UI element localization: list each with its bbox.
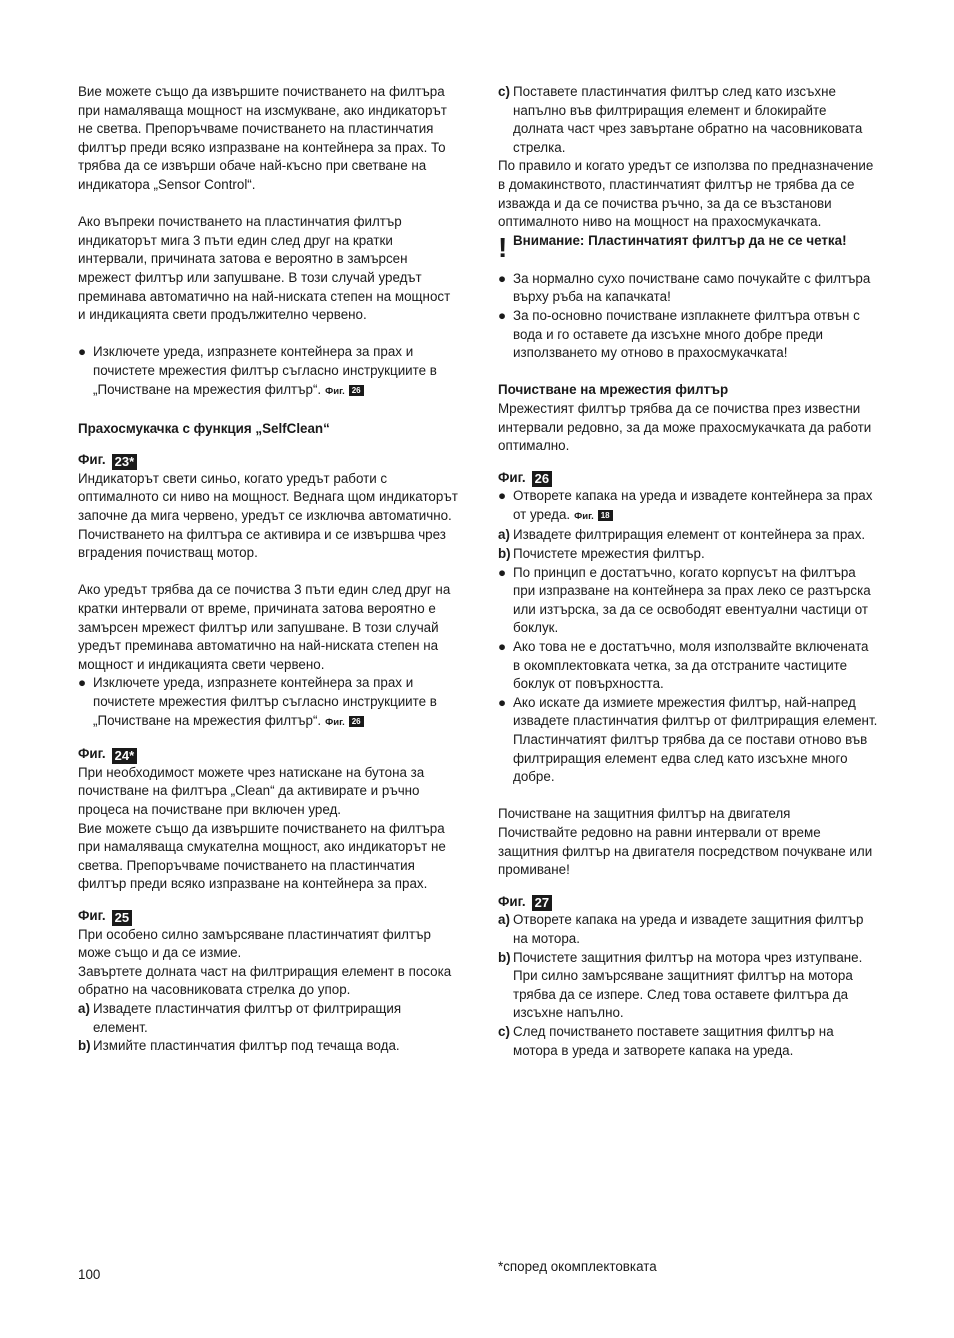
bullet-icon: ● <box>498 307 507 323</box>
step-letter: b) <box>78 1038 91 1054</box>
figure-label: Фиг. 23* <box>78 451 458 470</box>
paragraph: При особено силно замърсяване пластинчатият филтър може също и да се измие. <box>78 926 431 961</box>
figure-number: 24* <box>112 748 138 764</box>
right-column <box>498 83 878 1060</box>
bullet-item: ● Изключете уреда, изпразнете контейнера за прах и почистете мрежестия филтър съгласно инструкциите в „Почистване на мрежестия филтър“. Фиг. 26 <box>78 674 458 732</box>
step-item: b) Измийте пластинчатия филтър под течаща вода. <box>78 1037 458 1056</box>
paragraph: Завъртете долната част на филтриращия елемент в посока обратно на часовниковата стрелка до упор. <box>78 963 452 998</box>
bullet-icon: ● <box>78 344 87 360</box>
paragraph: Почиствайте редовно на равни интервали от време защитния филтър на двигателя посредством почукване или промиване! <box>498 824 873 878</box>
paragraph: При необходимост можете чрез натискане на бутона за почистване на филтъра „Clean“ да активирате и ръчно процеса на почистване при включен уред. <box>78 764 425 817</box>
page-number: 100 <box>78 1267 101 1282</box>
bullet-icon: ● <box>498 639 507 655</box>
bullet-icon: ● <box>498 564 507 580</box>
figure-label: Фиг. 24* <box>78 745 458 764</box>
step-letter: a) <box>498 912 510 928</box>
fig-ref-number: 26 <box>349 716 364 727</box>
step-item: a) Извадете пластинчатия филтър от филтриращия елемент. <box>78 1000 458 1037</box>
paragraph: Индикаторът свети синьо, когато уредът работи с оптималното си ниво на мощност. Веднага щом индикаторът започне да мига червено, уредът се изключва автоматично. <box>78 470 458 524</box>
left-column <box>78 83 458 1056</box>
bullet-item: ● Ако това не е достатъчно, моля използвайте включената в окомплектовката четка, за да отстраните частиците боклук от повърхността. <box>498 638 878 694</box>
fig-ref-label: Фиг. <box>325 716 345 728</box>
paragraph: Мрежестият филтър трябва да се почиства през известни интервали редовно, за да може прахосмукачката да работи оптимално. <box>498 400 872 454</box>
figure-number: 25 <box>112 910 132 926</box>
paragraph: Вие можете също да извършите почистването на филтъра при намаляваща смукателна мощност, ако индикаторът не светва. Препоръчваме почистването на пластинчатия филтър преди всяко изпразване на контейнера за прах. <box>78 820 446 892</box>
figure-label: Фиг. 27 <box>498 893 878 912</box>
bullet-item: ● За по-основно почистване изплакнете филтъра отвън с вода и го оставете да изсъхне много добре преди използването му отново в прахосмукачката! <box>498 307 878 363</box>
step-letter: c) <box>498 84 510 99</box>
paragraph: Почистването на филтъра се активира и се извършва чрез вградения почистващ мотор. <box>78 526 446 561</box>
fig-ref-number: 18 <box>598 510 613 521</box>
paragraph: Вие можете също да извършите почистването на филтъра при намаляваща мощност на изсмукване, ако индикаторът не светва. Препоръчваме почистването на пластинчатия филтър преди всяко изпразване на контейнера за прах. То трябва да се извърши обаче най-късно при светване на индикатора „Sensor Control“. <box>78 84 447 192</box>
warning-note: ! Внимание: Пластинчатият филтър да не се четка! <box>498 231 847 263</box>
warning-icon: ! <box>498 231 508 263</box>
bullet-icon: ● <box>498 488 507 504</box>
paragraph: Ако уредът трябва да се почиства 3 пъти един след друг на кратки интервали от време, причината затова вероятно е замърсен мрежест филтър или запушване. В този случай уредът преминава автоматично на най-ниската степен на мощност и индикацията свети червено. <box>78 582 451 672</box>
figure-label: Фиг. 25 <box>78 907 458 926</box>
figure-number: 26 <box>532 471 552 487</box>
bullet-item: ● За нормално сухо почистване само почукайте с филтъра върху ръба на капачката! <box>498 270 878 307</box>
step-letter: b) <box>498 949 511 965</box>
paragraph: По правило и когато уредът се използва по предназначение в домакинството, пластинчатият филтър не трябва да се изважда и да се почиства ръчно, за да се възстанови оптималното ниво на мощност на прахосмукачката. <box>498 158 874 230</box>
step-letter: c) <box>498 1023 510 1039</box>
step-item: a) Извадете филтриращия елемент от контейнера за прах. <box>498 526 878 545</box>
fig-ref-label: Фиг. <box>325 385 345 397</box>
step-letter: a) <box>78 1000 90 1016</box>
step-item: c) Поставете пластинчатия филтър след като изсъхне напълно във филтриращия елемент и блокирайте долната част чрез завъртане обратно на часовниковата стрелка. <box>498 83 878 157</box>
bullet-icon: ● <box>498 694 507 710</box>
figure-number: 23* <box>112 454 138 470</box>
bullet-item: ● Изключете уреда, изпразнете контейнера за прах и почистете мрежестия филтър съгласно инструкциите в „Почистване на мрежестия филтър“. Фиг. 26 <box>78 343 458 401</box>
step-item: b) Почистете защитния филтър на мотора чрез изтупване. При силно замърсяване защитният филтър на мотора трябва да се изпере. След това оставете филтъра да изсъхне напълно. <box>498 949 878 1023</box>
bullet-item: ● Отворете капака на уреда и извадете контейнера за прах от уреда. Фиг. 18 <box>498 487 878 526</box>
step-letter: b) <box>498 546 511 562</box>
section-heading: Прахосмукачка с функция „SelfClean“ <box>78 420 330 436</box>
bullet-icon: ● <box>78 675 87 691</box>
paragraph: Почистване на защитния филтър на двигателя <box>498 806 791 822</box>
paragraph: Ако въпреки почистването на пластинчатия филтър индикаторът мига 3 пъти един след друг на кратки интервали, причината затова е вероятно в замърсен мрежест филтър или запушване. В този случай уредът преминава автоматично на най-ниската степен на мощност и индикацията свети продължително червено. <box>78 214 451 323</box>
step-item: b) Почистете мрежестия филтър. <box>498 545 878 564</box>
fig-ref-label: Фиг. <box>574 510 594 522</box>
step-letter: a) <box>498 527 510 543</box>
footnote: *според окомплектовката <box>498 1259 657 1274</box>
figure-label: Фиг. 26 <box>498 469 878 488</box>
section-heading: Почистване на мрежестия филтър <box>498 382 729 398</box>
fig-ref-number: 26 <box>349 385 364 396</box>
figure-number: 27 <box>532 895 552 911</box>
bullet-item: ● Ако искате да измиете мрежестия филтър, най-напред извадете пластинчатия филтър от филтриращия елемент. Пластинчатият филтър трябва да се постави отново във филтриращия елемент едва след като изсъхне много добре. <box>498 694 878 787</box>
step-item: c) След почистването поставете защитния филтър на мотора в уреда и затворете капака на уреда. <box>498 1023 878 1060</box>
step-item: a) Отворете капака на уреда и извадете защитния филтър на мотора. <box>498 911 878 948</box>
bullet-item: ● По принцип е достатъчно, когато корпусът на филтъра при изпразване на контейнера за прах леко се разтърска или изтърска, за да се освободят евентуални частици от боклук. <box>498 564 878 638</box>
bullet-icon: ● <box>498 270 507 286</box>
